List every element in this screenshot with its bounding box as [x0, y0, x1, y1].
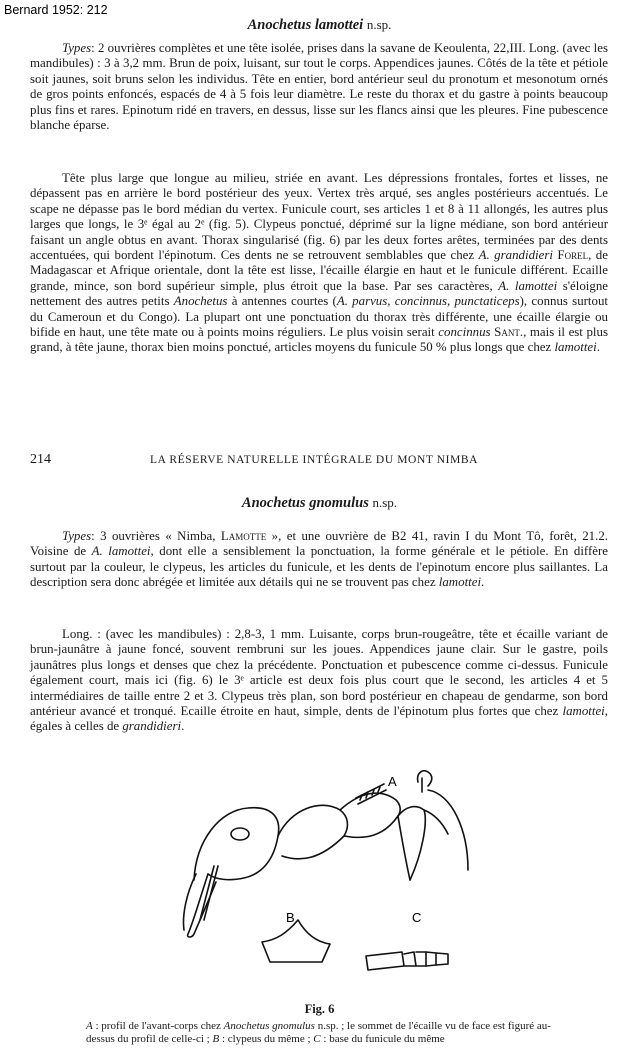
types-lead: Types	[62, 41, 92, 55]
taxon-concinnus: concinnus	[438, 325, 491, 340]
page-number: 214	[30, 452, 51, 467]
legend-text-4: : base du funicule du même	[323, 1032, 445, 1045]
author-forel: Forel	[557, 248, 589, 263]
taxon-a-lamottei: A. lamottei,	[91, 544, 154, 559]
genus-name: Anochetus	[247, 17, 312, 33]
species-title-lamottei	[0, 17, 639, 34]
ant-profile-drawing	[184, 771, 469, 970]
taxon-anochetus: Anochetus	[173, 294, 228, 309]
taxon-list: A. parvus, concinnus, punctaticeps	[336, 294, 520, 309]
running-title: LA RÉSERVE NATURELLE INTÉGRALE DU MONT NIMBA	[150, 454, 479, 466]
gnomulus-description-paragraph	[30, 627, 608, 735]
desc-text-e: ), connus surtout du Cameroun et du Congo). La plupart ont une ponctuation du thorax très différente, une écaille élargie ou bifide en haut, une tête mate ou à points moins réguliers. Le plus voisin serait	[30, 294, 608, 340]
legend-species: Anochetus gnomulus	[223, 1020, 315, 1032]
desc-text-b: , égales à celles de	[30, 704, 608, 734]
desc-text-d: à antennes courtes (	[231, 294, 337, 309]
running-header	[30, 452, 608, 472]
desc-text-a: Long. : (avec les mandibules) : 2,8-3, 1 mm. Luisante, corps brun-rougeâtre, tête et écaille variant de brun-jaunâtre à jaune foncé, souvent rembruni sur les joues. Appendices jaune clair. Sur le gastre, poils jaunâtres plus longs et denses que chez la précédente. Ponctuation et pubescence comme ci-dessus. Funicule également court, mais ici (fig. 6) le 3ᵉ article est deux fois plus court que le second, les articles 4 et 5 intermédiaires de taille entre 2 et 3. Clypeus très plan, son bord postérieur en chapeau de gendarme, son bord antérieur avancé et tronqué. Ecaille étroite en haut, simple, dents de l'épinotum plus fortes que chez	[30, 627, 608, 719]
taxon-lamottei-2: lamottei	[554, 340, 597, 355]
desc-text-b: , de Madagascar et Afrique orientale, dont la tête est lisse, l'écaille élargie en haut et le funicule différent. Ecaille grande, mince, son bord supérieur simple, plus étroit que la base. Par ses caractères,	[30, 248, 608, 293]
gnomulus-types-paragraph	[30, 529, 608, 591]
desc-text-f: , mais il est plus grand, à tête jaune, thorax bien moins ponctué, articles moyens du funicule 50 % plus longs que chez	[30, 325, 608, 355]
taxon-lamottei: lamottei	[562, 704, 605, 719]
figure-drawing	[170, 770, 470, 1000]
legend-ref-b: B	[212, 1032, 220, 1045]
legend-text-1: : profil de l'avant-corps chez	[95, 1020, 221, 1032]
legend-ref-c: C	[313, 1032, 321, 1045]
status-label: n.sp.	[372, 495, 398, 510]
figure-caption: Fig. 6	[304, 1002, 335, 1016]
taxon-lamottei: A. lamottei	[498, 278, 558, 293]
figure-6	[170, 770, 470, 1000]
figure-label-a: A	[388, 774, 397, 789]
species-title-gnomulus	[0, 495, 639, 512]
types-text-b: », et une ouvrière de B2 41, ravin I du Mont Tô, forêt, 21.2. Voisine de	[30, 529, 608, 559]
figure-legend	[86, 1020, 566, 1045]
species-name: gnomulus	[309, 495, 369, 511]
header-reference: Bernard 1952: 212	[4, 3, 108, 17]
taxon-lamottei: lamottei	[438, 575, 482, 590]
types-end: .	[481, 575, 485, 590]
status-label: n.sp.	[366, 17, 392, 32]
desc-text-c: s'éloigne nettement des autres petits	[30, 278, 608, 309]
types-text-c: dont elle a sensiblement la ponctuation, la forme générale et le pétiole. En diffère surtout par la couleur, le clypeus, les articles du funicule, et les dents de l'epinotum encore plus saillantes. La description sera donc abrégée et limitée aux détails qui ne se trouvent pas chez	[30, 544, 609, 590]
figure-label-b: B	[286, 910, 295, 925]
species-name: lamottei	[314, 17, 364, 33]
legend-text-3: : clypeus du même ;	[221, 1032, 311, 1045]
legend-text-2: n.sp. ; le sommet de l'écaille vu de face est figuré au-dessus du profil de celle-ci ;	[86, 1020, 551, 1045]
lamottei-types-paragraph	[30, 41, 608, 133]
desc-text-a: Tête plus large que longue au milieu, striée en avant. Les dépressions frontales, fortes et lisses, ne dépassent pas en arrière le bord postérieur des yeux. Vertex très arqué, ses angles postérieurs accentués. Le scape ne dépasse pas le bord médian du vertex. Funicule court, ses articles 1 et 8 à 11 allongés, les autres plus larges que longs, le 3ᵉ égal au 2ᵉ (fig. 5). Clypeus ponctué, déprimé sur la ligne médiane, son bord antérieur faisant un angle obtus en avant. Thorax singularisé (fig. 6) par les deux fortes arêtes, terminées par des dents accentuées, qui bordent l'épinotum. Ces dents ne se retrouvent semblables que chez	[30, 171, 608, 263]
legend-ref-a: A	[86, 1020, 93, 1032]
desc-end: .	[596, 340, 600, 355]
lamottei-description-paragraph	[30, 171, 608, 356]
figure-label-c: C	[412, 910, 422, 925]
desc-end: .	[181, 719, 185, 734]
types-text-a: : 3 ouvrières « Nimba,	[91, 529, 216, 543]
taxon-grandidieri: A. grandidieri	[478, 248, 553, 263]
genus-name: Anochetus	[241, 495, 306, 511]
taxon-grandidieri: grandidieri	[122, 719, 182, 734]
author-sant: Sant.	[494, 325, 524, 340]
types-text: : 2 ouvrières complètes et une tête isolée, prises dans la savane de Keoulenta, 22,III. Long. (avec les mandibules) : 3 à 3,2 mm. Brun de poix, luisant, sur tout le corps. Appendices jaunes. Côtés de la tête et pétiole soit jaunes, soit bruns selon les individus. Tête en entier, bord antérieur seul du pronotum et mesonotum ornés de gros points enfoncés, espacés de 4 à 5 fois leur diamètre. Le reste du thorax et du gastre à points beaucoup plus fins et rares. Epinotum ridé en travers, en dessus, lisse sur les flancs ainsi que les pleures. Fine pubescence blanche éparse.	[30, 41, 608, 133]
collector-lamotte: Lamotte	[220, 529, 267, 543]
types-lead: Types	[62, 529, 92, 543]
